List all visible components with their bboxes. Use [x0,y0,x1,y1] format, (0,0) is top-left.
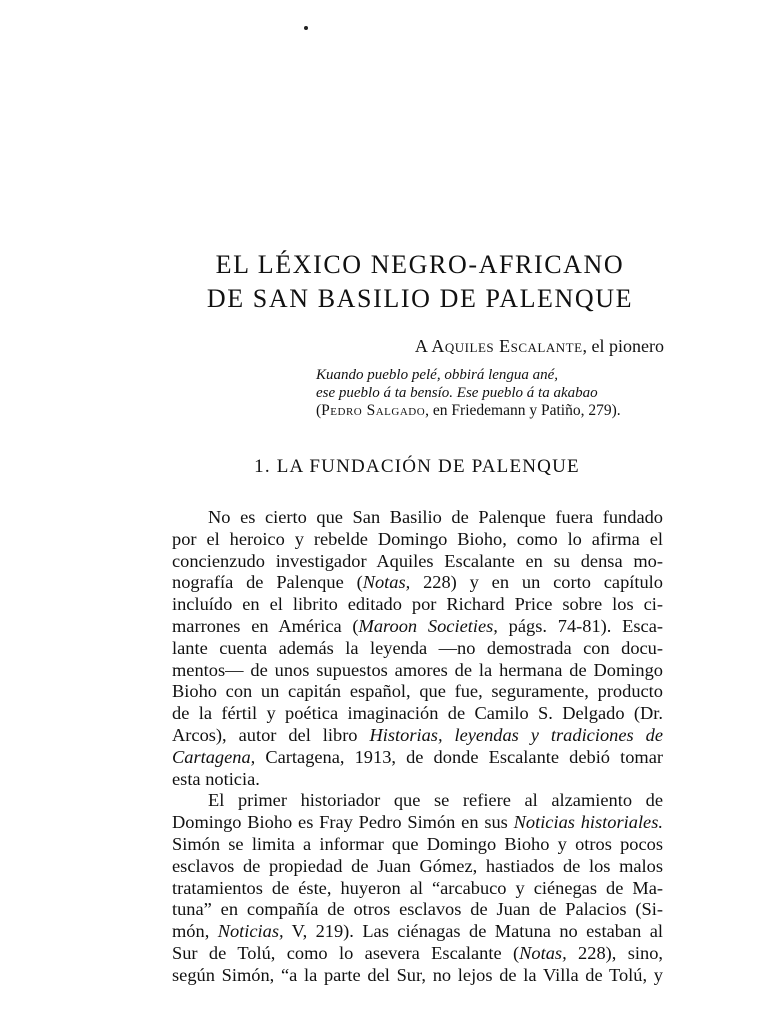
body-line [172,943,663,965]
epigraph-source-author: Pedro Salgado [321,402,426,419]
body-line [172,660,663,682]
body-text [172,507,663,987]
body-text-segment: esta noticia. [172,768,260,789]
body-text-segment: món, [172,921,218,942]
body-line [172,594,663,616]
body-italic-text: Cartagena, [172,746,256,767]
body-text-segment: Bioho con un capitán español, que fue, seguramente, producto [172,681,663,702]
body-text-segment: marrones en América ( [172,615,359,636]
body-text-segment: Domingo Bioho es Fray Pedro Simón en sus [172,812,514,833]
body-text-segment: incluído en el librito editado por Richard Price sobre los ci- [172,594,663,615]
body-line [172,529,663,551]
body-line [172,878,663,900]
dedication-suffix: , el pionero [582,336,664,356]
epigraph-line: ese pueblo á ta bensío. Ese pueblo á ta akabao [316,385,598,401]
body-text-segment: tratamientos de éste, huyeron al “arcabuco y ciénegas de Ma- [172,877,663,898]
body-text-segment: nografía de Palenque ( [172,572,363,593]
body-text-segment: Cartagena, 1913, de donde Escalante debió tomar [255,746,663,767]
body-line [172,703,663,725]
body-line [172,572,663,594]
body-text-segment: 228) y en un corto capítulo [410,572,663,593]
body-line [172,551,663,573]
body-line [172,921,663,943]
article-title-line-1: EL LÉXICO NEGRO-AFRICANO [215,250,625,279]
body-italic-text: Notas, [362,572,411,593]
body-text-segment: tuna” en compañía de otros esclavos de Juan de Palacios (Si- [172,899,663,920]
dedication-name: Aquiles Escalante [431,336,583,356]
body-line [172,965,663,987]
body-text-segment: mentos— de unos supuestos amores de la hermana de Domingo [172,659,663,680]
body-text-segment: por el heroico y rebelde Domingo Bioho, como lo afirma el [172,528,663,549]
ink-speck [304,26,308,30]
dedication [415,334,664,358]
body-text-segment: El primer historiador que se refiere al alzamiento de [208,790,663,811]
section-heading: 1. LA FUNDACIÓN DE PALENQUE [254,456,580,477]
body-line [172,834,663,856]
body-text-segment: concienzudo investigador Aquiles Escalante en su densa mo- [172,550,663,571]
body-line [172,856,663,878]
epigraph-source [316,402,666,420]
body-text-segment: No es cierto que San Basilio de Palenque fuera fundado [208,507,663,527]
body-line [172,725,663,747]
body-text-segment: V, 219). Las ciénagas de Matuna no estaban al [283,921,663,942]
body-line [172,638,663,660]
body-line [172,507,663,529]
body-italic-text: Noticias, [217,921,284,942]
body-line [172,616,663,638]
body-line [172,681,663,703]
body-text-segment: 228), sino, [566,942,663,963]
body-italic-text: Notas, [519,942,567,963]
body-text-segment: esclavos de propiedad de Juan Gómez, hastiados de los malos [172,855,663,876]
body-line [172,769,663,791]
body-text-segment: lante cuenta además la leyenda —no demostrada con docu- [172,637,663,658]
dedication-prefix: A [414,336,432,356]
body-text-segment: según Simón, “a la parte del Sur, no lejos de la Villa de Tolú, y [172,964,663,985]
body-line [172,899,663,921]
body-line [172,747,663,769]
body-text-segment: págs. 74-81). Esca- [497,615,663,636]
epigraph-source-rest: , en Friedemann y Patiño, 279). [425,402,621,419]
body-line [172,812,663,834]
body-text-segment: de la fértil y poética imaginación de Camilo S. Delgado (Dr. [172,703,663,724]
body-text-segment: Arcos), autor del libro [172,724,370,745]
epigraph-source-open: ( [316,402,322,419]
epigraph-line: Kuando pueblo pelé, obbirá lengua ané, [316,367,559,383]
body-italic-text: Maroon Societies, [358,615,498,636]
body-italic-text: Noticias historiales. [513,812,663,833]
body-text-segment: Simón se limita a informar que Domingo Bioho y otros pocos [172,833,663,854]
body-italic-text: Historias, leyendas y tradiciones de [369,724,663,745]
body-text-segment: Sur de Tolú, como lo asevera Escalante ( [172,942,520,963]
article-title-line-2: DE SAN BASILIO DE PALENQUE [206,284,634,313]
body-line [172,790,663,812]
epigraph [316,366,666,420]
